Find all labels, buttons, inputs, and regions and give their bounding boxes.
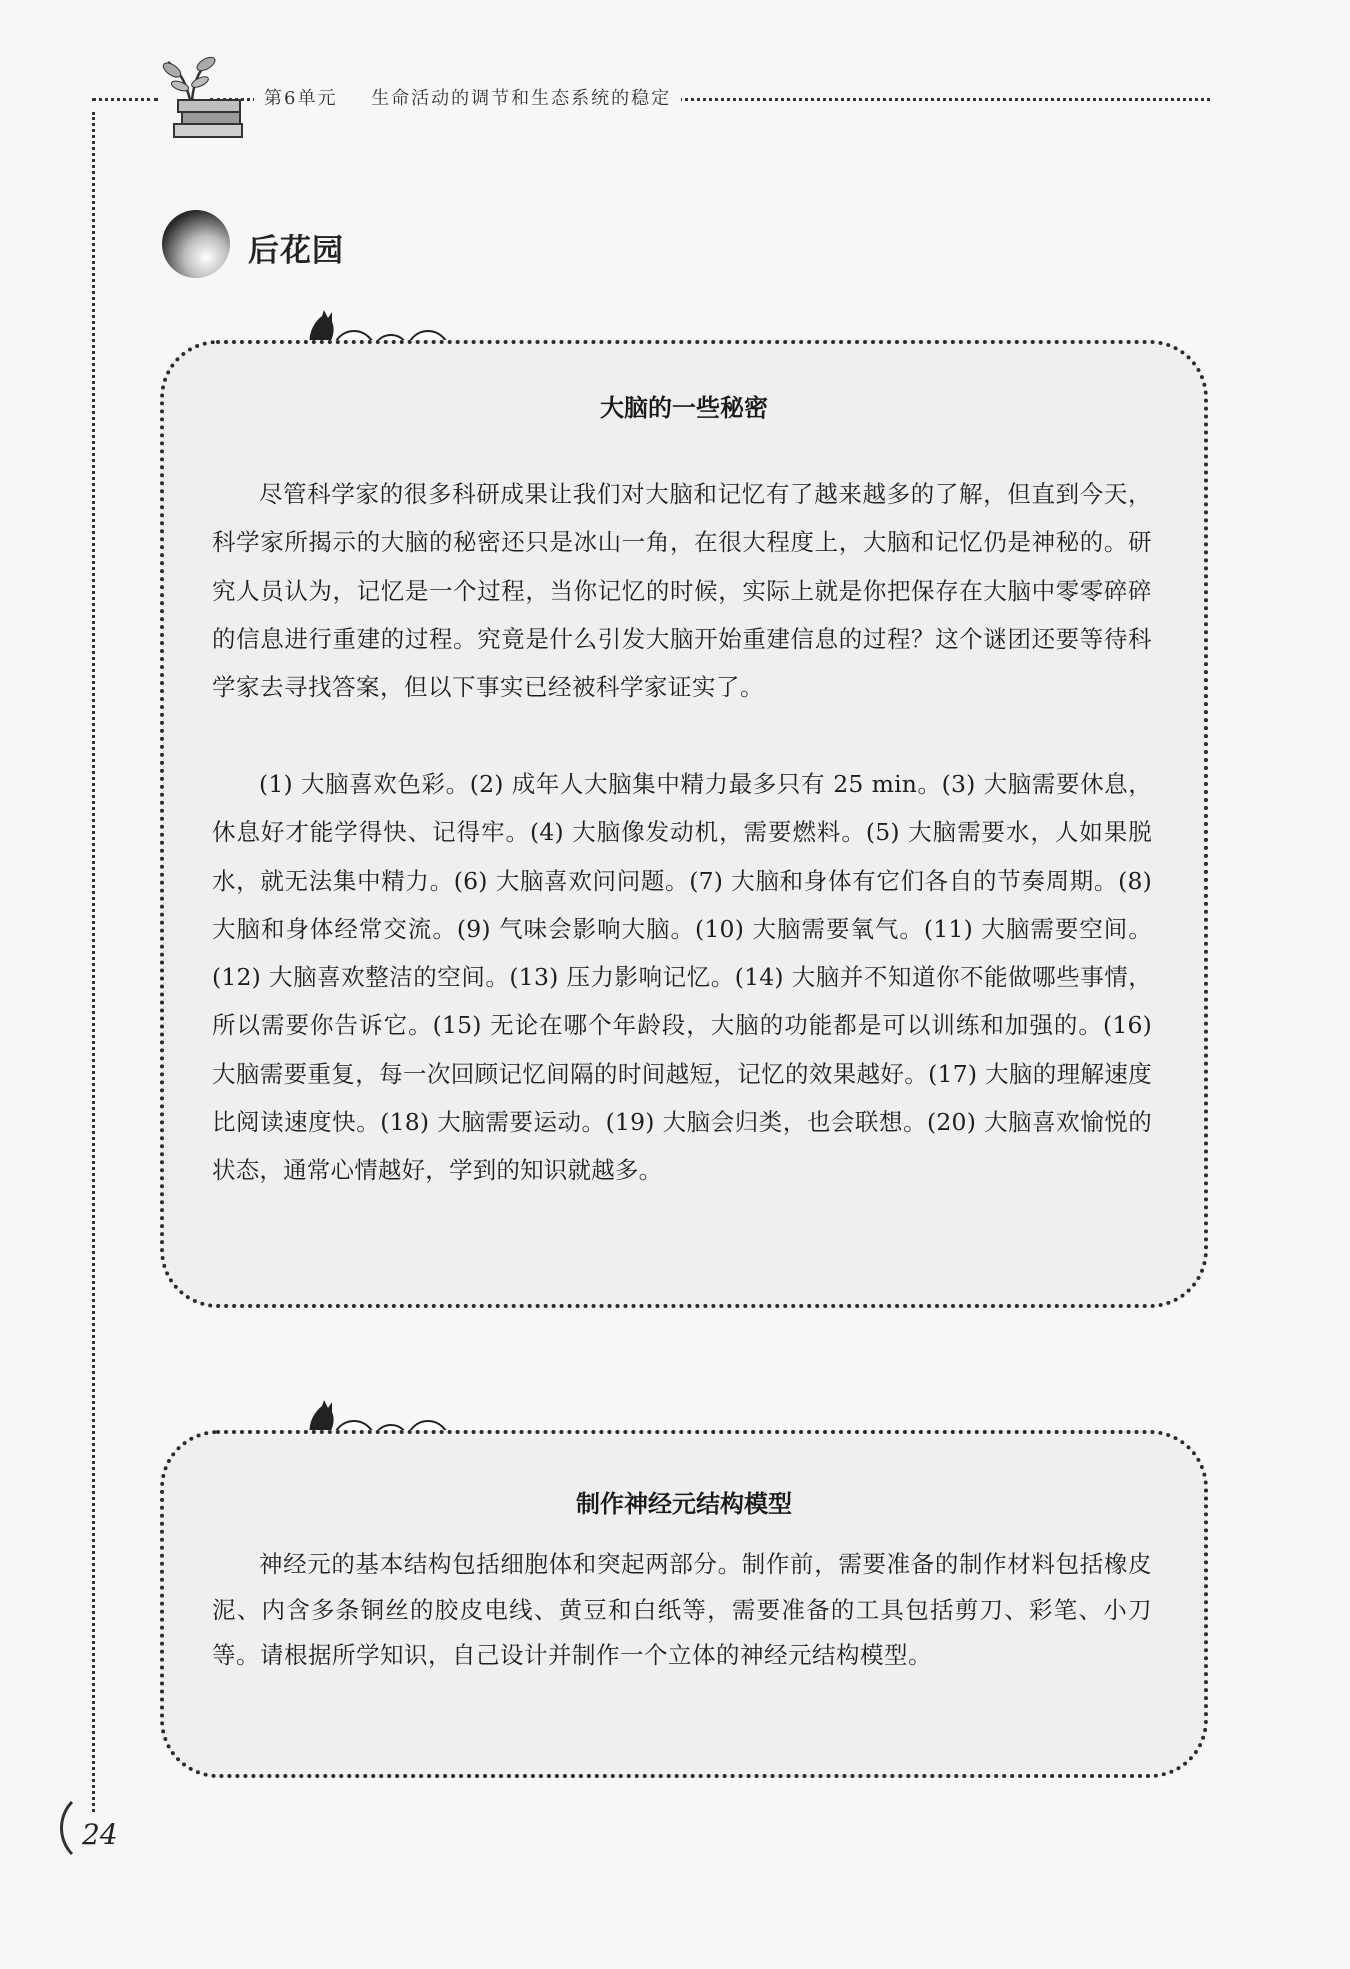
hands-on-box — [160, 1430, 1208, 1778]
header-title: 生命活动的调节和生态系统的稳定 — [371, 88, 672, 109]
sphere-bullet-icon — [160, 208, 232, 280]
header-unit: 第6单元 — [264, 88, 338, 109]
books-plant-logo-icon — [150, 52, 260, 142]
activity-paragraph: 神经元的基本结构包括细胞体和突起两部分。制作前，需要准备的制作材料包括橡皮泥、内含多条铜丝的胶皮电线、黄豆和白纸等，需要准备的工具包括剪刀、彩笔、小刀等。请根据所学知识，自己设计并制作一个立体的神经元结构模型。 — [212, 1550, 1152, 1669]
section-title: 后花园 — [248, 233, 344, 269]
activity-title: 制作神经元结构模型 — [576, 1490, 792, 1518]
header-running-title — [254, 84, 681, 110]
left-margin-dotted-line — [92, 112, 95, 1812]
article-paragraph-facts: (1) 大脑喜欢色彩。(2) 成年人大脑集中精力最多只有 25 min。(3) 大脑需要休息，休息好才能学得快、记得牢。(4) 大脑像发动机，需要燃料。(5) 大脑需要水，人如果脱水，就无法集中精力。(6) 大脑喜欢问问题。(7) 大脑和身体有它们各自的节奏周期。(8) 大脑和身体经常交流。(9) 气味会影响大脑。(10) 大脑需要氧气。(11) 大脑需要空间。(12) 大脑喜欢整洁的空间。(13) 压力影响记忆。(14) 大脑并不知道你不能做哪些事情，所以需要你告诉它。(15) 无论在哪个年龄段，大脑的功能都是可以训练和加强的。(16) 大脑需要重复，每一次回顾记忆间隔的时间越短，记忆的效果越好。(17) 大脑的理解速度比阅读速度快。(18) 大脑需要运动。(19) 大脑会归类，也会联想。(20) 大脑喜欢愉悦的状态，通常心情越好，学到的知识就越多。 — [212, 770, 1152, 1185]
article-paragraph: 尽管科学家的很多科研成果让我们对大脑和记忆有了越来越多的了解，但直到今天，科学家所揭示的大脑的秘密还只是冰山一角，在很大程度上，大脑和记忆仍是神秘的。研究人员认为，记忆是一个过程，当你记忆的时候，实际上就是你把保存在大脑中零零碎碎的信息进行重建的过程。究竟是什么引发大脑开始重建信息的过程？这个谜团还要等待科学家去寻找答案，但以下事实已经被科学家证实了。 — [212, 480, 1152, 702]
header-dotted-line-left — [92, 98, 158, 101]
article-title: 大脑的一些秘密 — [600, 394, 768, 422]
page-number: 24 — [82, 1818, 118, 1851]
fun-corner-box — [160, 340, 1208, 1308]
